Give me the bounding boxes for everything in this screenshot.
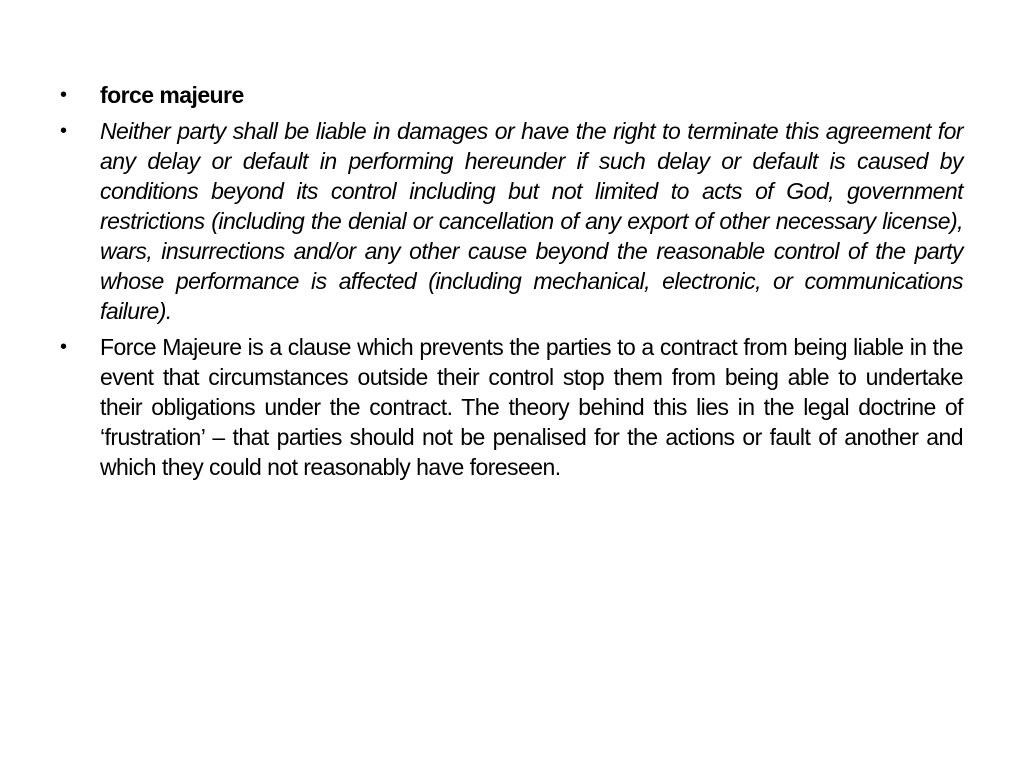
bullet-list [60, 80, 963, 488]
bullet-icon: • [60, 120, 67, 142]
bullet-text-explanation: Force Majeure is a clause which prevents the parties to a contract from being liable in the event that circumstances outside their control stop them from being able to undertake their obligations under the contract. The theory behind this lies in the legal doctrine of ‘frustration’ – that parties should not be penalised for the actions or fault of another and which they could not reasonably have foreseen. [100, 334, 963, 480]
bullet-text-clause: Neither party shall be liable in damages or have the right to terminate this agreement for any delay or default in performing hereunder if such delay or default is caused by conditions beyond its control including but not limited to acts of God, government restrictions (including the denial or cancellation of any export of other necessary license), wars, insurrections and/or any other cause beyond the reasonable control of the party whose performance is affected (including mechanical, electronic, or communications failure). [100, 118, 963, 324]
bullet-icon: • [60, 84, 67, 106]
bullet-text-heading: force majeure [100, 82, 244, 108]
bullet-icon: • [60, 336, 67, 358]
bullet-item-heading [60, 80, 963, 110]
bullet-item-clause [60, 116, 963, 326]
bullet-item-explanation [60, 332, 963, 482]
